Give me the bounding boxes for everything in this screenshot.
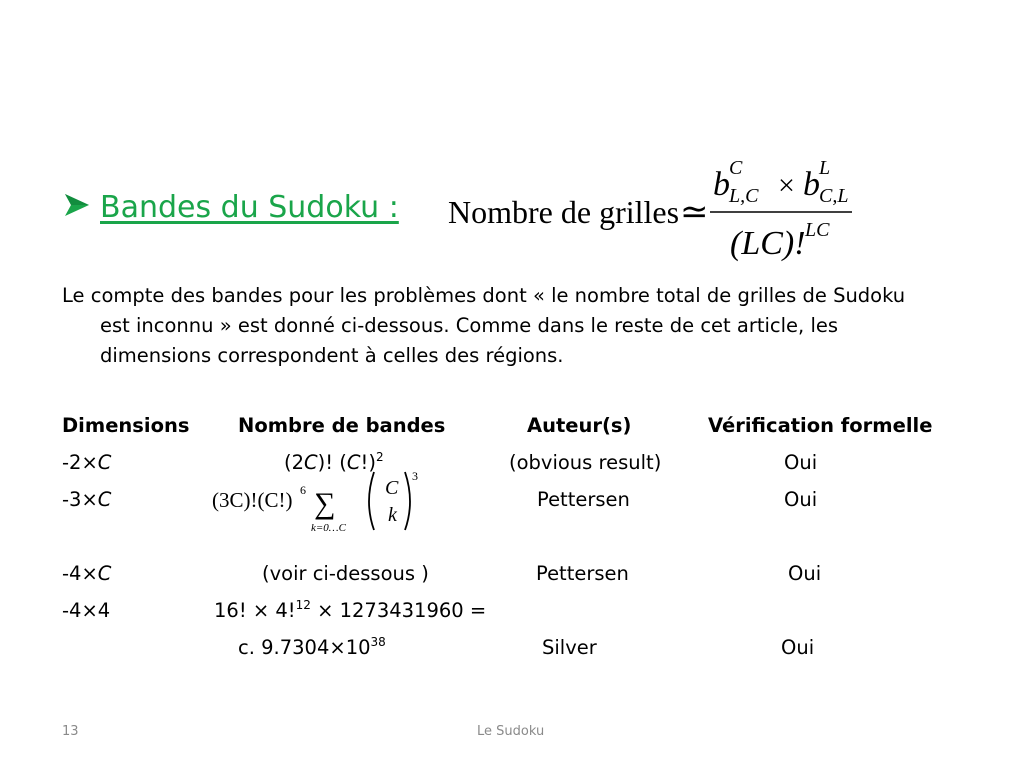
bullet-arrow-icon bbox=[62, 190, 92, 224]
row1-dimension: -2×C bbox=[62, 451, 112, 474]
grids-formula bbox=[448, 150, 858, 270]
row4-dimension: -4×4 bbox=[62, 599, 111, 622]
formula-b2: b bbox=[803, 166, 820, 203]
col-header-dimensions: Dimensions bbox=[62, 414, 190, 437]
intro-paragraph bbox=[62, 281, 982, 371]
row4-bands: 16! × 4!$^{12}$ × 1273431960 = bbox=[214, 598, 487, 622]
row1-bands: (2C)! $(C!)^2$ bbox=[284, 450, 384, 474]
slide-heading: Bandes du Sudoku : bbox=[100, 190, 399, 225]
row3-verification: Oui bbox=[788, 562, 822, 585]
col-header-authors: Auteur(s) bbox=[527, 414, 632, 437]
sum-prefix-exp: 6 bbox=[300, 483, 306, 497]
formula-b1: b bbox=[713, 166, 730, 203]
formula-den-exp: LC bbox=[805, 219, 830, 241]
formula-sup1: C bbox=[729, 157, 743, 179]
footer-title: Le Sudoku bbox=[477, 724, 545, 739]
para-line-2: est inconnu » est donné ci-dessous. Comme dans le reste de cet article, les bbox=[100, 314, 839, 337]
row5-bands: c. $9.7304\times 10^{38}$ bbox=[238, 635, 386, 659]
sum-sigma-sub: k=0…C bbox=[311, 522, 346, 534]
binom-bottom: k bbox=[388, 504, 397, 526]
row2-bands-formula bbox=[212, 466, 427, 536]
slide-number: 13 bbox=[62, 724, 79, 739]
row3-bands: (voir ci-dessous ) bbox=[262, 562, 429, 585]
row5-verification: Oui bbox=[781, 636, 815, 659]
col-header-bands: Nombre de bandes bbox=[238, 414, 446, 437]
col-header-verification: Vérification formelle bbox=[708, 414, 933, 437]
formula-den: (LC)! bbox=[730, 225, 806, 262]
formula-sup2: L bbox=[819, 157, 831, 179]
formula-lhs: Nombre de grilles bbox=[448, 194, 680, 230]
row1-author: (obvious result) bbox=[509, 451, 662, 474]
sum-sigma: ∑ bbox=[314, 487, 336, 520]
binom-left-paren bbox=[369, 472, 374, 530]
binom-exp: 3 bbox=[412, 469, 418, 483]
row1-verification: Oui bbox=[784, 451, 818, 474]
row3-author: Pettersen bbox=[536, 562, 629, 585]
binom-top: C bbox=[385, 477, 399, 499]
binom-right-paren bbox=[405, 472, 410, 530]
row2-verification: Oui bbox=[784, 488, 818, 511]
formula-sub1: L,C bbox=[729, 185, 759, 207]
para-line-3: dimensions correspondent à celles des régions. bbox=[100, 344, 564, 367]
sum-prefix: (3C)!(C!) bbox=[212, 488, 293, 512]
row3-dimension: -4×C bbox=[62, 562, 112, 585]
para-line-1: Le compte des bandes pour les problèmes dont « le nombre total de grilles de Sudoku bbox=[62, 284, 906, 307]
row5-author: Silver bbox=[542, 636, 597, 659]
formula-relation: ≃ bbox=[680, 194, 709, 231]
row2-dimension: -3×C bbox=[62, 488, 112, 511]
row2-author: Pettersen bbox=[537, 488, 630, 511]
formula-sub2: C,L bbox=[819, 185, 849, 207]
formula-times: × bbox=[778, 169, 795, 202]
